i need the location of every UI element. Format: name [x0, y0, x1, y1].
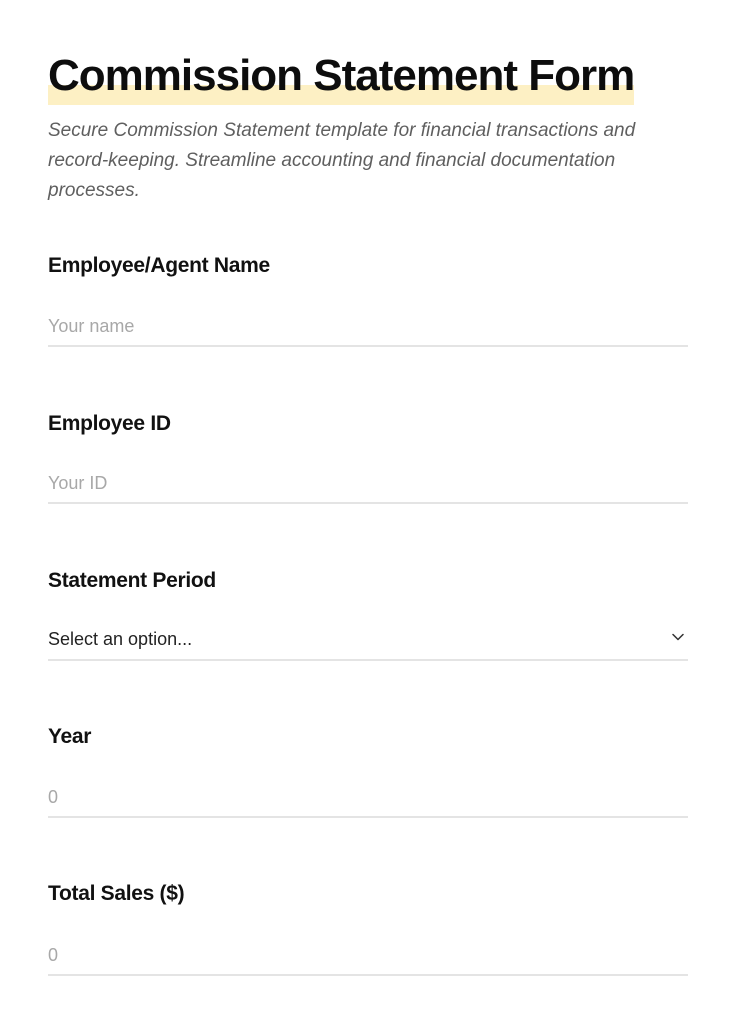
employee-id-label: Employee ID — [48, 412, 171, 435]
statement-period-label: Statement Period — [48, 569, 216, 592]
page-title: Commission Statement Form — [48, 51, 635, 100]
statement-period-field — [48, 567, 688, 649]
total-sales-input[interactable] — [48, 936, 688, 976]
employee-name-label: Employee/Agent Name — [48, 254, 270, 277]
year-field — [48, 723, 688, 751]
year-label: Year — [48, 725, 92, 748]
employee-name-input[interactable] — [48, 307, 688, 347]
chevron-down-icon — [670, 629, 686, 645]
statement-period-select[interactable] — [48, 621, 688, 661]
employee-name-field — [48, 252, 688, 280]
employee-id-field — [48, 410, 688, 438]
statement-period-selected-value: Select an option... — [48, 629, 193, 649]
total-sales-field — [48, 880, 688, 908]
year-input[interactable] — [48, 778, 688, 818]
employee-id-input[interactable] — [48, 464, 688, 504]
title-block — [48, 52, 634, 100]
form-description: Secure Commission Statement template for financial transactions and record-keeping. Streamline accounting and financial documentation processes. — [48, 120, 636, 201]
total-sales-label: Total Sales ($) — [48, 882, 185, 905]
